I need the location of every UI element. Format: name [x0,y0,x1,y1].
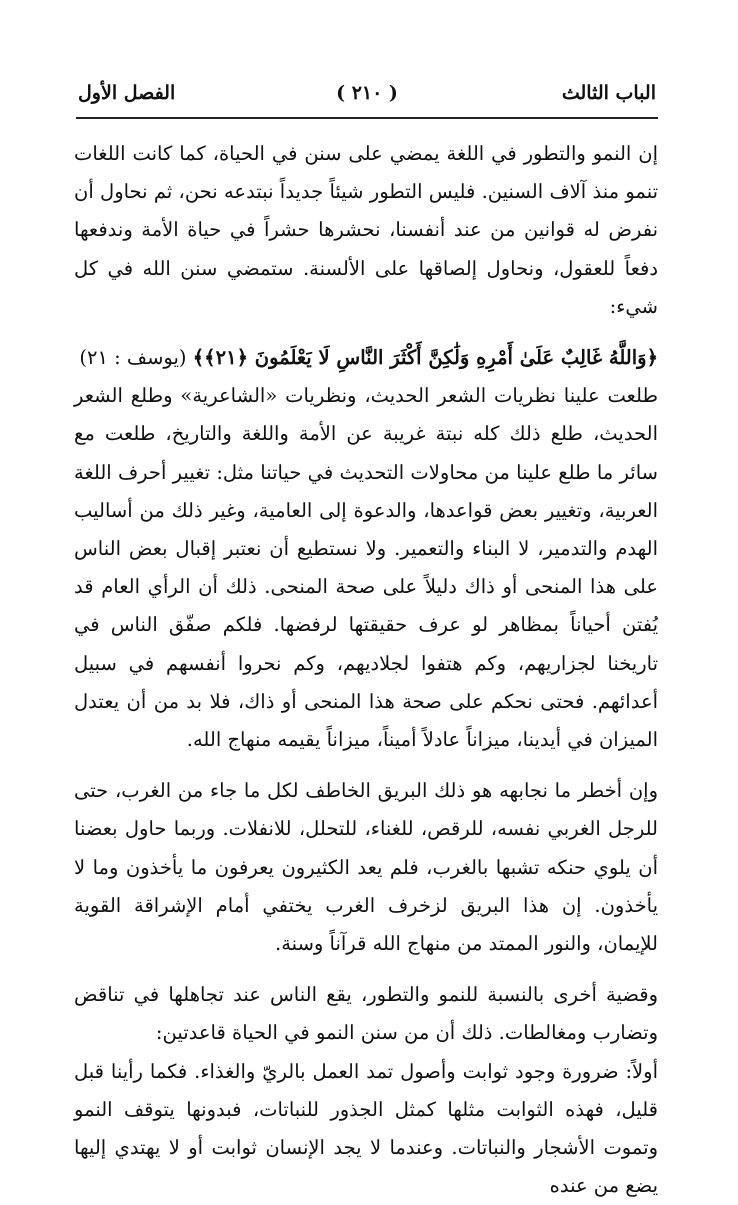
paragraph-modern-poetry: طلعت علينا نظريات الشعر الحديث، ونظريات «الشاعرية» وطلع الشعر الحديث، طلع ذلك كله نبتة غريبة عن الأمة واللغة والتاريخ، طلعت مع سائر ما طلع علينا من محاولات التحديث في حياتنا مثل: تغيير أحرف اللغة العربية، وتغيير بعض قواعدها، والدعوة إلى العامية، وغير ذلك من أساليب الهدم والتدمير، لا البناء والتعمير. ولا نستطيع أن نعتبر إقبال بعض الناس على هذا المنحى أو ذاك دليلاً على صحة المنحى. ذلك أن الرأي العام قد يُفتن أحياناً بمظاهر لو عرف حقيقتها لرفضها. فلكم صفّق الناس في تاريخنا لجزاريهم، وكم هتفوا لجلاديهم، وكم نحروا أنفسهم في سبيل أعدائهم. فحتى نحكم على صحة هذا المنحى أو ذاك، فلا بد من أن يعتدل الميزان في أيدينا، ميزاناً عادلاً أميناً، ميزاناً يقيمه منهاج الله. [74,384,658,752]
paragraph-growth-issue: وقضية أخرى بالنسبة للنمو والتطور، يقع الناس عند تجاهلها في تناقض وتضارب ومغالطات. ذلك أن من سنن النمو في الحياة قاعدتين: [74,983,658,1045]
page-number: ( ٢١٠ ) [336,82,398,104]
chapter-title: الباب الثالث [561,82,656,104]
running-header [78,78,656,112]
paragraph-first-rule: أولاً: ضرورة وجود ثوابت وأصول تمد العمل بالريّ والغذاء. فكما رأينا قبل قليل، فهذه الثوابت مثلها كمثل الجذور للنباتات، فبدونها يتوقف النمو وتموت الأشجار والنباتات. وعندما لا يجد الإنسان ثوابت أو لا يهتدي إليها يضع من عنده [74,1059,658,1198]
page-body [74,135,658,1205]
quran-verse-line [74,339,658,377]
quran-verse: ﴿وَاللَّهُ غَالِبٌ عَلَىٰ أَمْرِهِ وَلَٰكِنَّ أَكْثَرَ النَّاسِ لَا يَعْلَمُونَ ﴿٢١﴾﴾ [192,346,658,370]
header-rule [76,117,658,119]
verse-reference: (يوسف : ٢١) [79,346,187,370]
section-title: الفصل الأول [78,82,176,104]
paragraph-western-glitter: وإن أخطر ما نجابهه هو ذلك البريق الخاطف لكل ما جاء من الغرب، حتى للرجل الغربي نفسه، للرقص، للغناء، للتحلل، للانفلات. وربما حاول بعضنا أن يلوي حنكه تشبها بالغرب، فلم يعد الكثيرون يعرفون ما يأخذون وما لا يأخذون. إن هذا البريق لزخرف الغرب يختفي أمام الإشراقة القوية للإيمان، والنور الممتد من منهاج الله قرآناً وسنة. [74,779,658,956]
paragraph-intro: إن النمو والتطور في اللغة يمضي على سنن في الحياة، كما كانت اللغات تنمو منذ آلاف السنين. فليس التطور شيئاً جديداً نبتدعه نحن، ثم نحاول أن نفرض له قوانين من عند أنفسنا، نحشرها حشراً في حياة الأمة وندفعها دفعاً للعقول، ونحاول إلصاقها على الألسنة. ستمضي سنن الله في كل شيء: [74,142,658,318]
